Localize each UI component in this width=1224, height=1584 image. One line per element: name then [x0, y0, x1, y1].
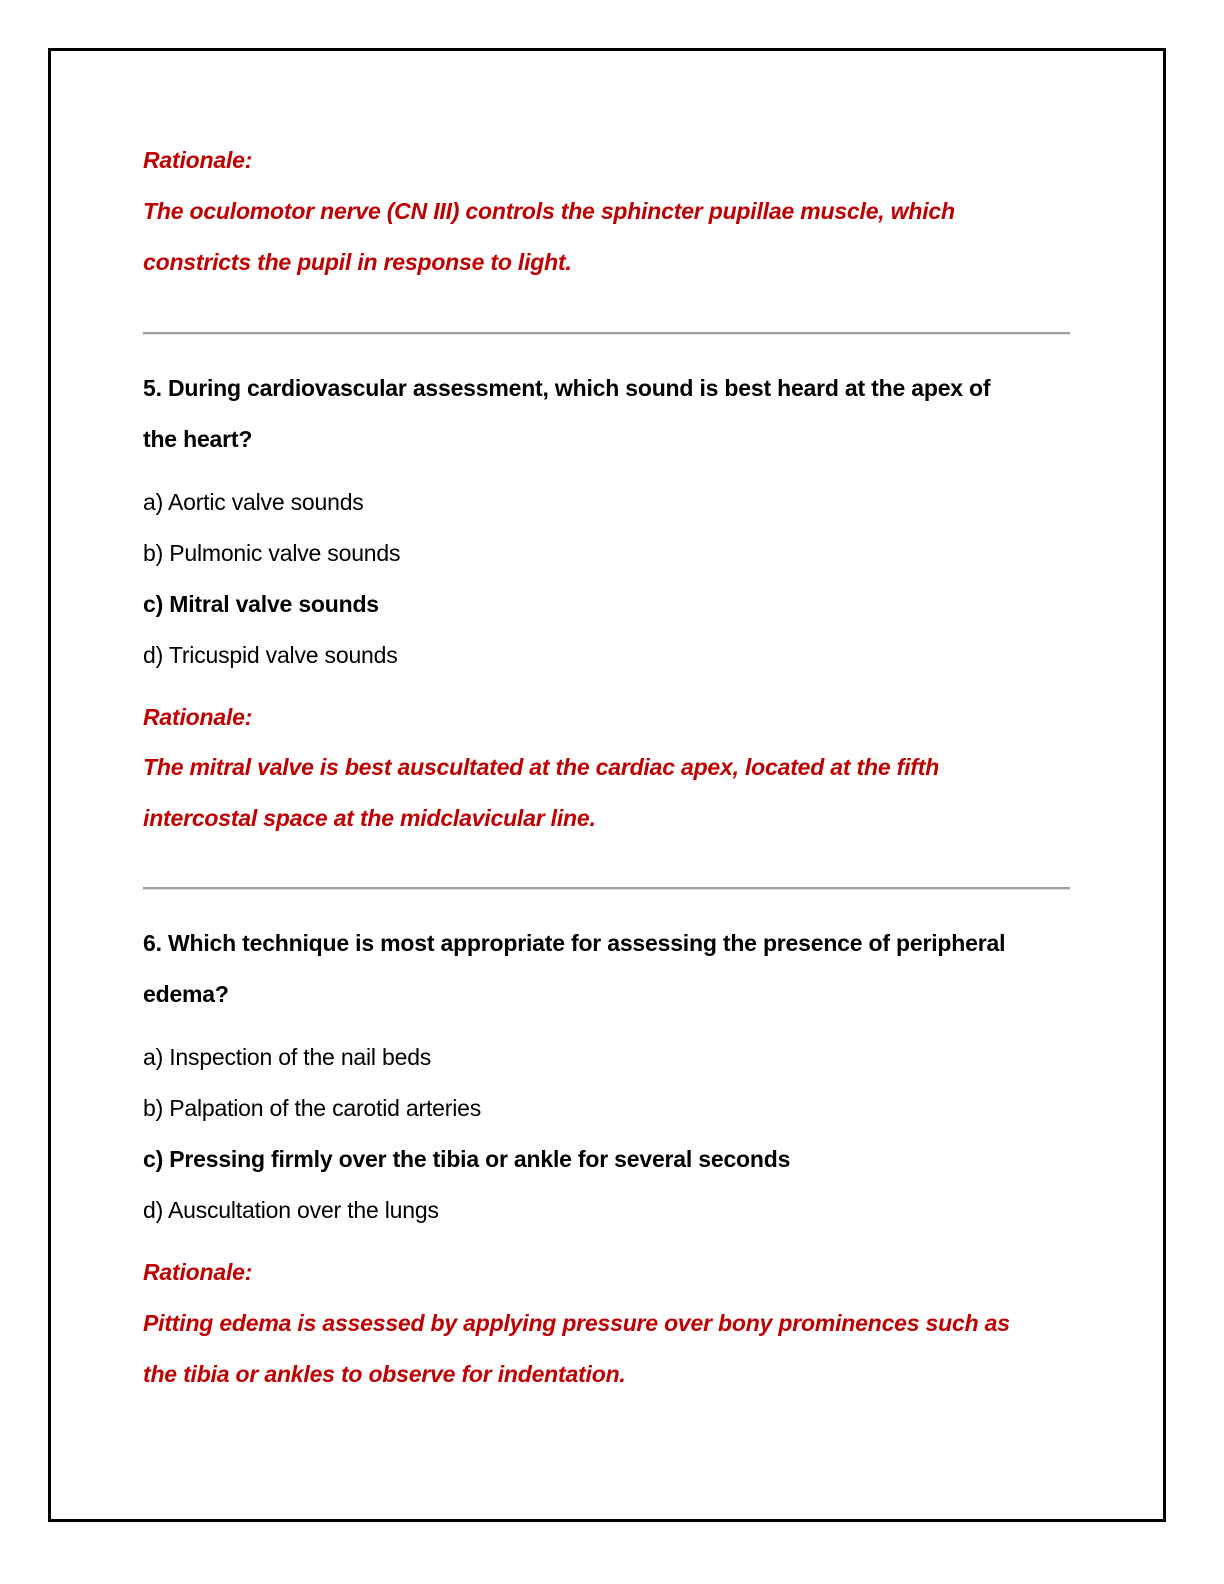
q6-question-line-2: edema? [143, 981, 229, 1007]
q6-option-d: d) Auscultation over the lungs [143, 1197, 439, 1223]
q6-option-b: b) Palpation of the carotid arteries [143, 1095, 481, 1121]
q5-option-b: b) Pulmonic valve sounds [143, 540, 401, 566]
q5-option-d: d) Tricuspid valve sounds [143, 642, 398, 668]
q6-rationale-text-line-2: the tibia or ankles to observe for indentation. [143, 1361, 626, 1387]
q6-rationale-label: Rationale: [143, 1259, 253, 1285]
q5-rationale-label: Rationale: [143, 704, 253, 730]
q5-rationale-text-line-1: The mitral valve is best auscultated at the cardiac apex, located at the fifth [143, 754, 940, 780]
q5-question-line-2: the heart? [143, 426, 253, 452]
section-divider [143, 332, 1070, 335]
q6-option-c-correct: c) Pressing firmly over the tibia or ankle for several seconds [143, 1146, 791, 1172]
q6-question-line-1: 6. Which technique is most appropriate for assessing the presence of peripheral [143, 930, 1006, 956]
q5-rationale-text-line-2: intercostal space at the midclavicular line. [143, 805, 596, 831]
q6-option-a: a) Inspection of the nail beds [143, 1044, 432, 1070]
q5-option-a: a) Aortic valve sounds [143, 489, 364, 515]
q6-rationale-text-line-1: Pitting edema is assessed by applying pressure over bony prominences such as [143, 1310, 1010, 1336]
q5-option-c-correct: c) Mitral valve sounds [143, 591, 379, 617]
q4-rationale-text-line-1: The oculomotor nerve (CN III) controls the sphincter pupillae muscle, which [143, 198, 955, 224]
q5-question-line-1: 5. During cardiovascular assessment, which sound is best heard at the apex of [143, 375, 991, 401]
q4-rationale-label: Rationale: [143, 147, 253, 173]
section-divider [143, 887, 1070, 890]
q4-rationale-text-line-2: constricts the pupil in response to light. [143, 249, 572, 275]
